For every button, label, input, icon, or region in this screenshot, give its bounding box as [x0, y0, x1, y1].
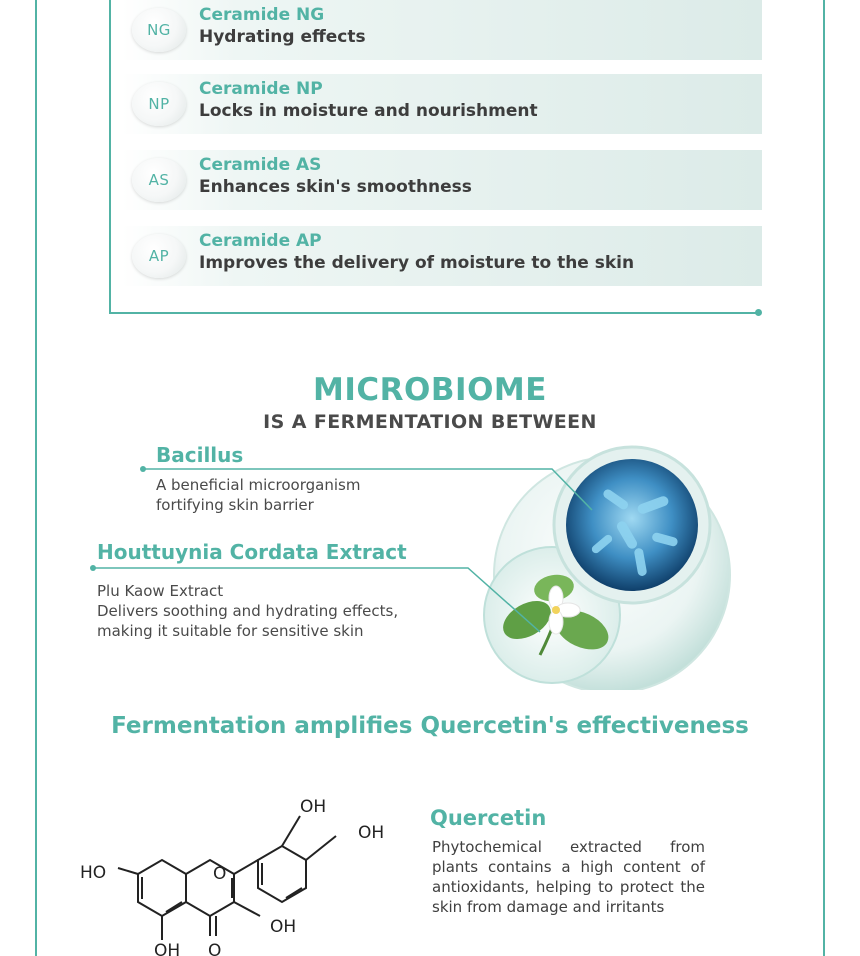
molecule-o-ring: O	[213, 864, 227, 884]
ceramide-ng-badge: NG	[132, 8, 186, 52]
ceramide-np-badge: NP	[132, 82, 186, 126]
molecule-oh-bottom: OH	[154, 941, 181, 956]
molecule-ho-left: HO	[80, 863, 107, 883]
molecule-oh-right: OH	[358, 823, 385, 843]
quercetin-description: Phytochemical extracted from plants contains a high content of antioxidants, helping to protect the skin from damage and irritants	[432, 838, 705, 916]
ceramide-ap-badge: AP	[132, 234, 186, 278]
ceramide-as-badge: AS	[132, 158, 186, 202]
quercetin-title: Quercetin	[430, 806, 547, 830]
houttuynia-name: Houttuynia Cordata Extract	[97, 540, 407, 564]
houttuynia-desc-line-1: Plu Kaow Extract	[97, 582, 224, 600]
molecule-bonds	[118, 816, 336, 940]
ceramide-np-desc: Locks in moisture and nourishment	[199, 101, 538, 121]
quercetin-molecule-diagram	[70, 788, 410, 956]
quercetin-headline: Fermentation amplifies Quercetin's effectiveness	[111, 713, 749, 739]
bacillus-desc-line-2: fortifying skin barrier	[156, 496, 314, 514]
ceramide-as-name: Ceramide AS	[199, 155, 322, 175]
ceramide-as-desc: Enhances skin's smoothness	[199, 177, 472, 197]
bacillus-name: Bacillus	[156, 443, 244, 467]
microbiome-subtitle: IS A FERMENTATION BETWEEN	[263, 411, 597, 433]
microbiome-title: MICROBIOME	[313, 372, 547, 408]
ceramide-ap-name: Ceramide AP	[199, 231, 322, 251]
ceramide-ap-desc: Improves the delivery of moisture to the skin	[199, 253, 635, 273]
bacillus-desc-line-1: A beneficial microorganism	[156, 476, 361, 494]
houttuynia-desc-line-2: Delivers soothing and hydrating effects,	[97, 602, 399, 620]
ceramide-ng-name: Ceramide NG	[199, 5, 325, 25]
molecule-o-bottom: O	[208, 941, 222, 956]
molecule-oh-top: OH	[300, 797, 327, 817]
molecule-oh-mid: OH	[270, 917, 297, 937]
houttuynia-desc-line-3: making it suitable for sensitive skin	[97, 622, 364, 640]
ceramide-ng-desc: Hydrating effects	[199, 27, 366, 47]
ceramide-np-name: Ceramide NP	[199, 79, 323, 99]
